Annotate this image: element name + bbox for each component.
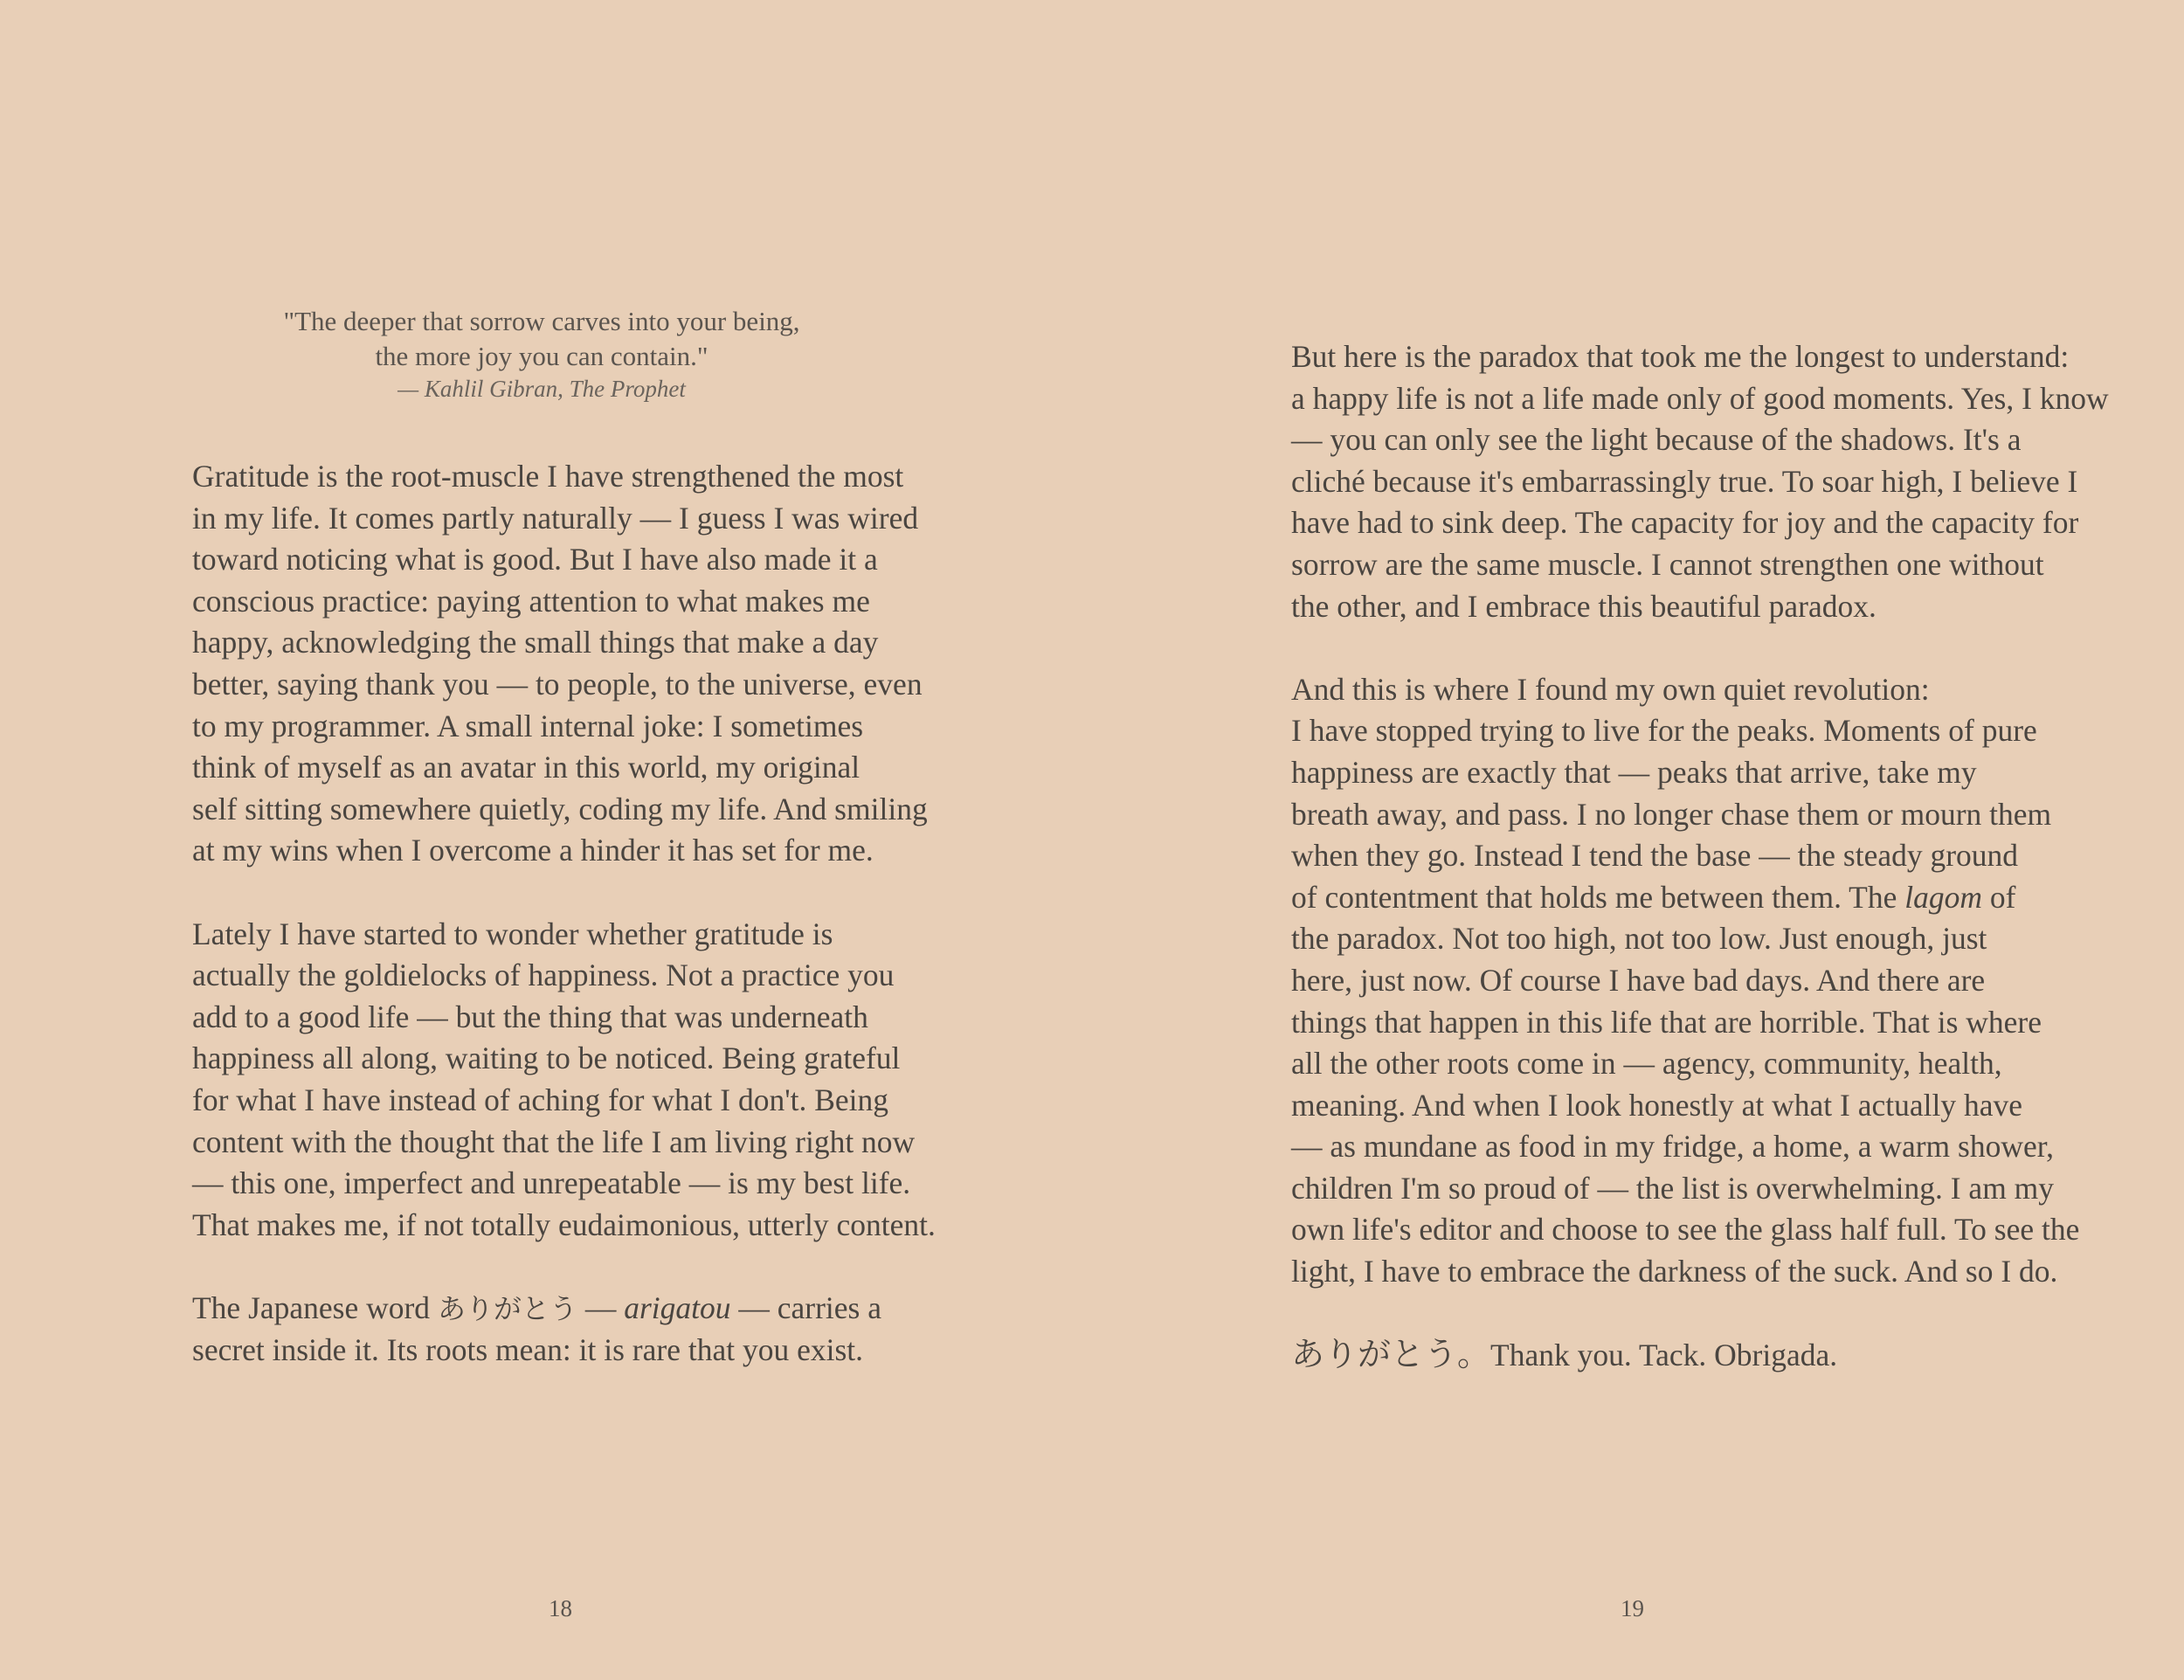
text-line: — as mundane as food in my fridge, a home, a warm shower, [1291,1129,2055,1165]
text-line: — you can only see the light because of the shadows. It's a [1291,422,2022,458]
epigraph-quote-line-2: the more joy you can contain." [375,341,708,371]
text-line: conscious practice: paying attention to what makes me [192,583,870,619]
text-line: have had to sink deep. The capacity for joy and the capacity for [1291,505,2079,541]
text-line [1291,1334,2109,1377]
epigraph [280,304,804,404]
text-run: of contentment that holds me between them. The [1291,879,1905,915]
text-line: children I'm so proud of — the list is overwhelming. I am my [1291,1170,2055,1206]
text-run: The Japanese word [192,1289,438,1325]
text-line: That makes me, if not totally eudaimonious, utterly content. [192,1206,936,1242]
italic-word: lagom [1904,879,1983,915]
page-number: 18 [549,1595,572,1621]
paragraph-gap [1291,1293,2109,1335]
page-number: 19 [1621,1595,1644,1621]
paragraph-goldielocks [192,914,936,1247]
text-line: better, saying thank you — to people, to the universe, even [192,666,923,702]
text-line: the paradox. Not too high, not too low. Just enough, just [1291,921,1987,957]
text-run: — carries a [730,1289,881,1325]
text-line: think of myself as an avatar in this world, my original [192,750,860,785]
text-line: in my life. It comes partly naturally — I guess I was wired [192,500,919,536]
text-line: Gratitude is the root-muscle I have strengthened the most [192,459,904,494]
right-page [1092,0,2184,1680]
text-line: things that happen in this life that are horrible. That is where [1291,1004,2042,1040]
paragraph-gap [1291,627,2109,669]
text-line: light, I have to embrace the darkness of the suck. And so I do. [1291,1254,2058,1289]
left-body-text [192,456,936,1372]
text-run: — [577,1289,625,1325]
text-line: own life's editor and choose to see the glass half full. To see the [1291,1212,2080,1248]
paragraph-paradox [1291,336,2109,627]
text-line: when they go. Instead I tend the base — the steady ground [1291,838,2019,874]
text-line: content with the thought that the life I am living right now [192,1123,916,1159]
paragraph-closing [1291,1334,2109,1377]
text-line: secret inside it. Its roots mean: it is rare that you exist. [192,1332,863,1368]
right-body-text [1291,336,2109,1377]
paragraph-gap [192,872,936,914]
text-line: at my wins when I overcome a hinder it has set for me. [192,833,874,868]
text-line: I have stopped trying to live for the peaks. Moments of pure [1291,713,2037,749]
text-line: happiness all along, waiting to be noticed. Being grateful [192,1040,901,1076]
japanese-word: ありがとう [437,1291,577,1325]
text-line: cliché because it's embarrassingly true. To soar high, I believe I [1291,463,2078,499]
paragraph-quiet-revolution [1291,669,2109,1293]
text-line: — this one, imperfect and unrepeatable — is my best life. [192,1165,911,1201]
text-line: happiness are exactly that — peaks that arrive, take my [1291,754,1977,790]
paragraph-gratitude [192,456,936,872]
text-line: toward noticing what is good. But I have also made it a [192,542,878,577]
text-line: But here is the paradox that took me the longest to understand: [1291,339,2070,374]
text-line: a happy life is not a life made only of good moments. Yes, I know [1291,380,2109,416]
epigraph-attribution: — Kahlil Gibran, The Prophet [397,376,686,402]
epigraph-quote-line-1: "The deeper that sorrow carves into your being, [283,306,800,336]
text-run: of [1982,879,2016,915]
text-line: to my programmer. A small internal joke: I sometimes [192,708,864,743]
text-run: Thank you. Tack. Obrigada. [1490,1338,1838,1373]
paragraph-arigatou [192,1288,936,1372]
text-line: self sitting somewhere quietly, coding my life. And smiling [192,791,928,826]
text-line: actually the goldielocks of happiness. Not a practice you [192,958,895,993]
text-line: here, just now. Of course I have bad days. And there are [1291,962,1986,998]
text-line: breath away, and pass. I no longer chase them or mourn them [1291,796,2052,832]
text-line: And this is where I found my own quiet revolution: [1291,671,1930,707]
text-line: the other, and I embrace this beautiful paradox. [1291,588,1876,624]
text-line: add to a good life — but the thing that was underneath [192,999,868,1034]
italic-word: arigatou [624,1289,731,1325]
text-line: meaning. And when I look honestly at what I actually have [1291,1087,2022,1123]
text-line: all the other roots come in — agency, community, health, [1291,1046,2002,1082]
text-line [1291,877,2109,919]
japanese-word: ありがとう。 [1291,1335,1491,1374]
text-line: sorrow are the same muscle. I cannot strengthen one without [1291,546,2044,582]
text-line: happy, acknowledging the small things that make a day [192,625,879,660]
paragraph-gap [192,1246,936,1288]
text-line: for what I have instead of aching for what I don't. Being [192,1082,889,1117]
text-line: Lately I have started to wonder whether gratitude is [192,916,833,951]
text-line [192,1288,936,1331]
